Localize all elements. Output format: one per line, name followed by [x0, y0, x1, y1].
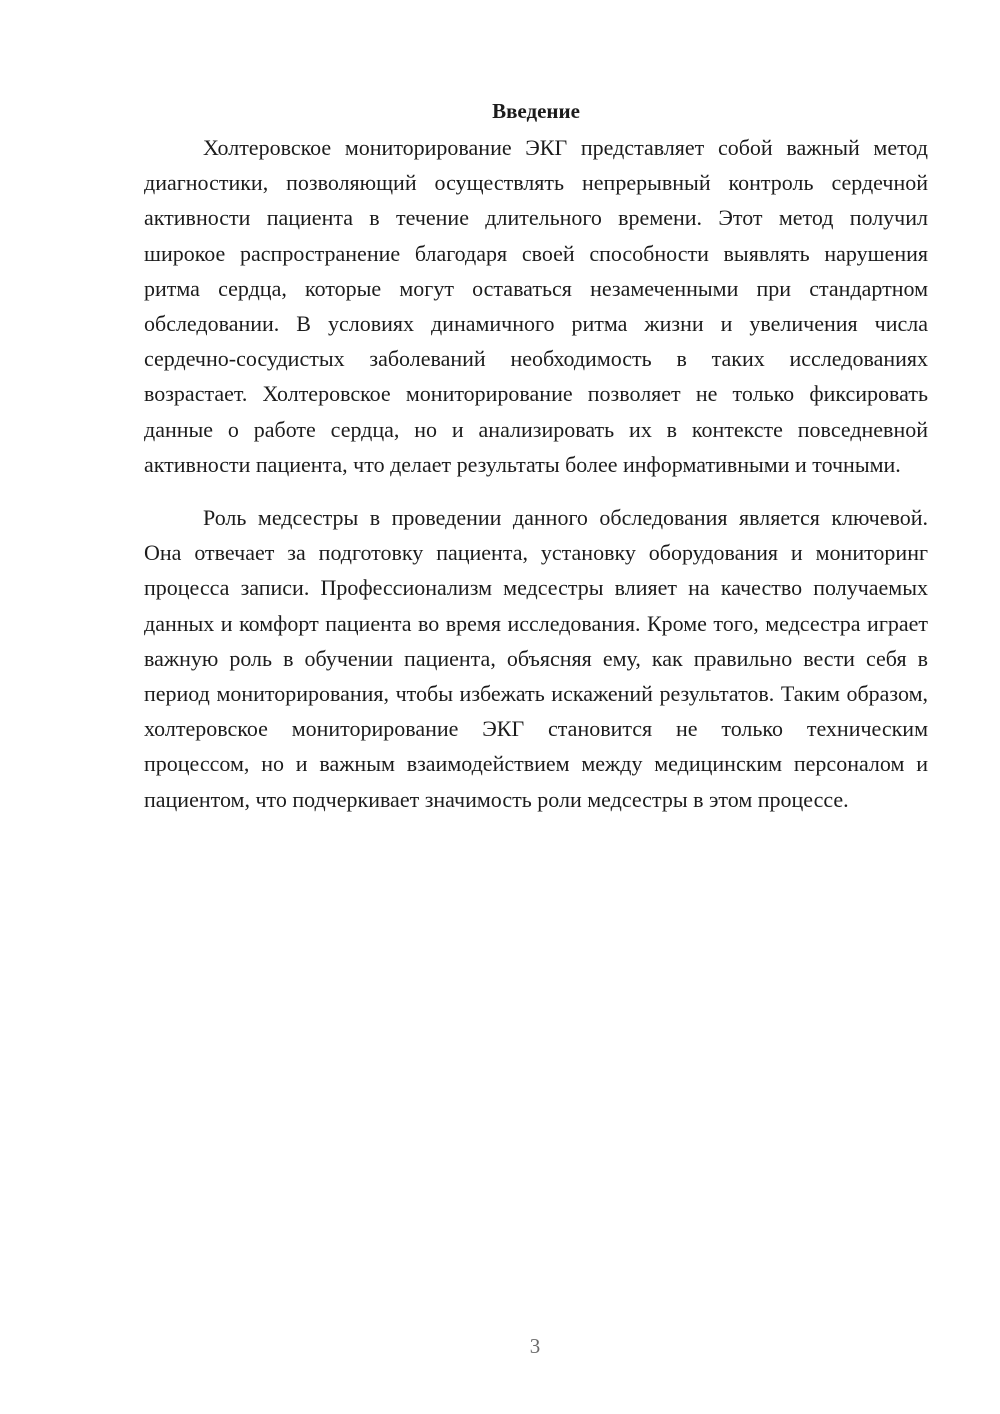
- paragraph-1: Холтеровское мониторирование ЭКГ представляет собой важный метод диагностики, позволяющий осуществлять непрерывный контроль сердечной активности пациента в течение длительного времени. Этот метод получил широкое распространение благодаря своей способности выявлять нарушения ритма сердца, которые могут оставаться незамеченными при стандартном обследовании. В условиях динамичного ритма жизни и увеличения числа сердечно-сосудистых заболеваний необходимость в таких исследованиях возрастает. Холтеровское мониторирование позволяет не только фиксировать данные о работе сердца, но и анализировать их в контексте повседневной активности пациента, что делает результаты более информативными и точными.: [144, 135, 928, 477]
- paragraph-2: Роль медсестры в проведении данного обследования является ключевой. Она отвечает за подготовку пациента, установку оборудования и мониторинг процесса записи. Профессионализм медсестры влияет на качество получаемых данных и комфорт пациента во время исследования. Кроме того, медсестра играет важную роль в обучении пациента, объясняя ему, как правильно вести себя в период мониторирования, чтобы избежать искажений результатов. Таким образом, холтеровское мониторирование ЭКГ становится не только техническим процессом, но и важным взаимодействием между медицинским персоналом и пациентом, что подчеркивает значимость роли медсестры в этом процессе.: [144, 505, 928, 812]
- document-body: [144, 96, 928, 817]
- section-heading: Введение: [492, 99, 580, 123]
- page-number: 3: [529, 1334, 541, 1358]
